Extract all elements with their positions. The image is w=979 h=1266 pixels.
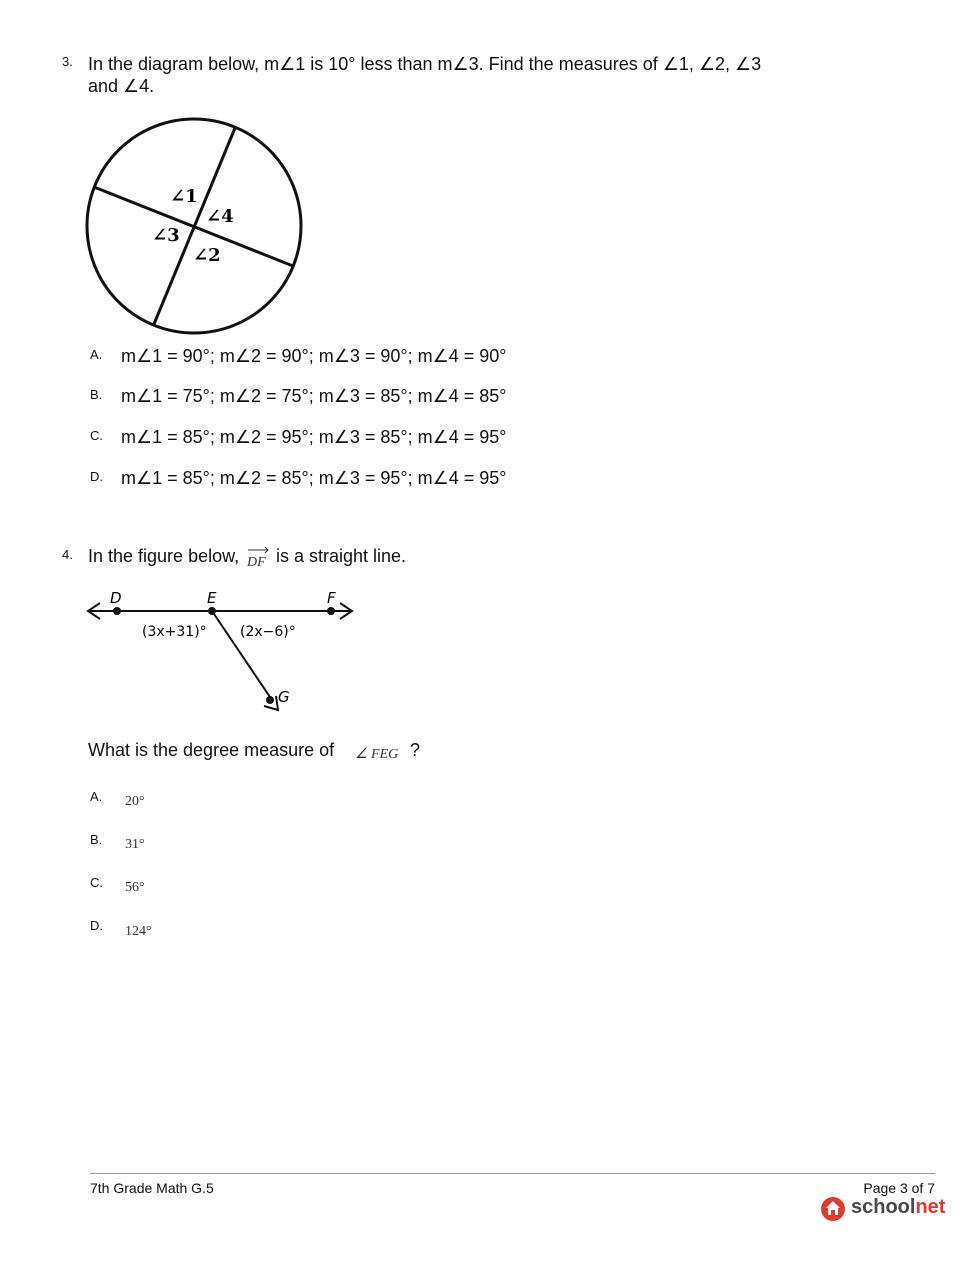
question-4-intro-before: In the figure below,: [88, 546, 240, 566]
q4-choice-b-letter[interactable]: B.: [90, 832, 103, 847]
q4-choice-c-text[interactable]: 56°: [125, 880, 145, 895]
point-e: [208, 607, 216, 615]
question-4-number: 4.: [62, 547, 73, 562]
q4-choice-a-text[interactable]: 20°: [125, 794, 145, 809]
label-d: D: [110, 589, 122, 607]
q3-choice-b-text[interactable]: m∠1 = 75°; m∠2 = 75°; m∠3 = 85°; m∠4 = 85°: [121, 386, 507, 406]
line-notation: [246, 544, 270, 572]
footer-title: 7th Grade Math G.5: [90, 1180, 214, 1196]
q3-choice-d-letter[interactable]: D.: [90, 469, 103, 484]
angle-1-label: ∠1: [170, 186, 198, 207]
q3-choice-c-letter[interactable]: C.: [90, 428, 103, 443]
q3-choice-b-letter[interactable]: B.: [90, 387, 103, 402]
point-g: [266, 696, 274, 704]
schoolnet-logo: [820, 1195, 946, 1221]
label-f: F: [327, 589, 336, 607]
line-name: DF: [247, 555, 266, 570]
q3-choice-a-letter[interactable]: A.: [90, 347, 103, 362]
page-indicator: Page 3 of 7: [863, 1180, 935, 1196]
line-figure: [84, 586, 359, 731]
question-3-text-line2: and ∠4.: [88, 76, 155, 96]
logo-text: [851, 1196, 945, 1219]
question-4-prompt-end: ?: [410, 740, 421, 760]
q4-choice-b-text[interactable]: 31°: [125, 837, 145, 852]
question-4-intro-after: is a straight line.: [276, 546, 407, 566]
logo-text-school: school: [851, 1196, 916, 1218]
footer-divider: [90, 1173, 935, 1174]
question-3-text-line1: In the diagram below, m∠1 is 10° less than m∠3. Find the measures of ∠1, ∠2, ∠3: [88, 54, 762, 74]
right-angle-label: (2x−6)°: [240, 624, 296, 640]
question-4-prompt: What is the degree measure of: [88, 740, 335, 760]
q4-choice-d-text[interactable]: 124°: [125, 924, 152, 939]
angle-2-label: ∠2: [193, 245, 221, 266]
question-3-number: 3.: [62, 54, 73, 69]
line-overbar-icon: [246, 546, 270, 554]
label-g: G: [278, 688, 290, 706]
point-f: [327, 607, 335, 615]
label-e: E: [207, 589, 217, 607]
q4-choice-d-letter[interactable]: D.: [90, 918, 103, 933]
logo-text-net: net: [915, 1196, 946, 1218]
angle-3-label: ∠3: [152, 225, 180, 246]
circle-diagram: [80, 115, 310, 340]
angle-feg: ∠ FEG: [355, 747, 399, 762]
q3-choice-c-text[interactable]: m∠1 = 85°; m∠2 = 95°; m∠3 = 85°; m∠4 = 95°: [121, 427, 507, 447]
house-icon: [820, 1196, 846, 1222]
q3-choice-d-text[interactable]: m∠1 = 85°; m∠2 = 85°; m∠3 = 95°; m∠4 = 95°: [121, 468, 507, 488]
q3-choice-a-text[interactable]: m∠1 = 90°; m∠2 = 90°; m∠3 = 90°; m∠4 = 90°: [121, 346, 507, 366]
left-angle-label: (3x+31)°: [142, 624, 207, 640]
point-d: [113, 607, 121, 615]
q4-choice-a-letter[interactable]: A.: [90, 789, 103, 804]
angle-4-label: ∠4: [206, 206, 234, 227]
q4-choice-c-letter[interactable]: C.: [90, 875, 103, 890]
